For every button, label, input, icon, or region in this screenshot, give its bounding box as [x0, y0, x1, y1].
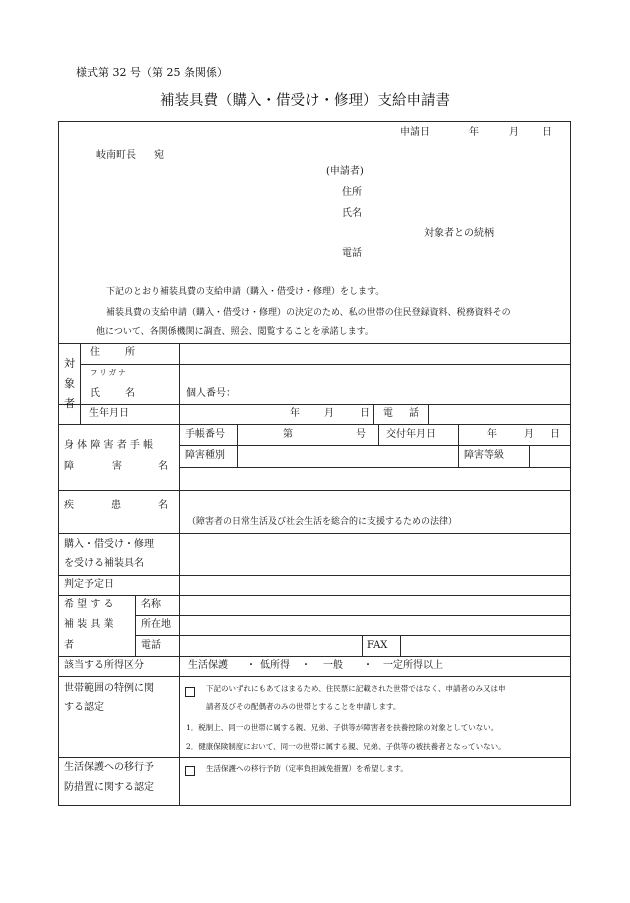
disease-char-a: 疾: [64, 500, 74, 511]
disability-name-char-b: 害: [112, 461, 122, 472]
disease-law-note: （障害者の日常生活及び社会生活を総合的に支援するための法律）: [187, 517, 458, 527]
statement-3: 他について、各関係機関に調査、照会、閲覧することを承諾します。: [96, 327, 374, 337]
birth-month: 月: [324, 408, 334, 419]
welfare-checkbox[interactable]: [185, 762, 195, 778]
income-dot-3: ・: [363, 660, 373, 671]
birth-day: 日: [360, 408, 370, 419]
subject-phone-char-a: 電: [383, 408, 393, 419]
birthdate-label: 生年月日: [89, 408, 129, 419]
addressee-suffix: 宛: [154, 150, 164, 161]
household-text-line1: 下記のいずれにもあてはまるため、住民票に記載された世帯ではなく、申請者のみ又は申: [206, 684, 506, 693]
statement-2: 補装具費の支給申請（購入・借受け・修理）の決定のため、私の世帯の住民登録資料、税務資料その: [106, 308, 511, 318]
income-label: 該当する所得区分: [64, 660, 144, 671]
household-checkbox[interactable]: [185, 683, 195, 699]
handbook-label: 身 体 障 害 者 手 帳: [64, 440, 154, 451]
furigana-label: フリガナ: [90, 368, 128, 377]
disability-name-char-c: 名: [158, 461, 168, 472]
vendor-location-label: 所在地: [141, 619, 171, 630]
date-label: 申請日: [400, 127, 430, 138]
disease-char-c: 名: [158, 500, 168, 511]
household-condition-2: 2．健康保険制度において、同一の世帯に属する親、兄弟、子供等の被扶養者となっていない。: [186, 742, 506, 751]
welfare-text: 生活保護への移行予防（定率負担減免措置）を希望します。: [206, 764, 408, 773]
date-year: 年: [469, 127, 479, 138]
income-option-low: 低所得: [260, 660, 290, 671]
income-option-general: 一般: [323, 660, 343, 671]
disability-name-char-a: 障: [64, 461, 74, 472]
subject-name-char-a: 氏: [90, 388, 100, 399]
issue-date-label: 交付年月日: [386, 429, 436, 440]
subject-group-char-3: 者: [64, 397, 75, 410]
applicant-label: (申請者): [326, 166, 364, 177]
applicant-name-label: 氏名: [342, 208, 362, 219]
vendor-label-line1: 希 望 す る: [64, 599, 114, 610]
income-option-welfare: 生活保護: [188, 660, 228, 671]
issue-month: 月: [524, 429, 534, 440]
vendor-fax-label: FAX: [367, 640, 388, 651]
subject-group-char-1: 対: [64, 357, 75, 370]
household-label-line2: する認定: [64, 702, 104, 713]
form-number: 様式第 32 号（第 25 条関係）: [76, 66, 228, 79]
income-dot-2: ・: [301, 660, 311, 671]
disease-char-b: 患: [111, 500, 121, 511]
birth-year: 年: [290, 408, 300, 419]
vendor-label-line3: 者: [64, 640, 74, 651]
subject-address-char-b: 所: [125, 347, 135, 358]
disability-type-label: 障害種別: [185, 450, 225, 461]
applicant-address-label: 住所: [342, 187, 362, 198]
household-condition-1: 1．税制上、同一の世帯に属する親、兄弟、子供等が障害者を扶養控除の対象としていない。: [186, 723, 499, 732]
disability-grade-label: 障害等級: [464, 450, 504, 461]
issue-year: 年: [487, 429, 497, 440]
welfare-label-line1: 生活保護への移行予: [64, 762, 154, 773]
personal-number-label: 個人番号：: [186, 388, 236, 399]
date-month: 月: [509, 127, 519, 138]
income-dot-1: ・: [246, 660, 256, 671]
statement-1: 下記のとおり補装具費の支給申請（購入・借受け・修理）をします。: [106, 287, 385, 297]
vendor-phone-label: 電話: [141, 640, 161, 651]
household-text-line2: 請者及びその配偶者のみの世帯とすることを申請します。: [206, 702, 401, 711]
handbook-go: 号: [356, 429, 366, 440]
date-day: 日: [542, 127, 552, 138]
subject-address-char-a: 住: [90, 347, 100, 358]
household-label-line1: 世帯範囲の特例に関: [64, 683, 154, 694]
handbook-number-label: 手帳番号: [185, 429, 225, 440]
subject-phone-char-b: 話: [409, 408, 419, 419]
handbook-dai: 第: [283, 429, 293, 440]
income-option-high: 一定所得以上: [383, 660, 443, 671]
vendor-label-line2: 補 装 具 業: [64, 619, 114, 630]
subject-group-char-2: 象: [64, 377, 75, 390]
applicant-phone-label: 電話: [342, 248, 362, 259]
device-label-line2: を受ける補装具名: [64, 558, 144, 569]
subject-name-char-b: 名: [125, 388, 135, 399]
vendor-name-label: 名称: [141, 599, 161, 610]
page-title: 補装具費（購入・借受け・修理）支給申請書: [160, 93, 450, 109]
relation-label: 対象者との続柄: [424, 228, 494, 239]
issue-day: 日: [550, 429, 560, 440]
device-label-line1: 購入・借受け・修理: [64, 539, 154, 550]
addressee: 岐南町長: [96, 150, 136, 161]
judgment-date-label: 判定予定日: [64, 579, 114, 590]
welfare-label-line2: 防措置に関する認定: [64, 782, 154, 793]
